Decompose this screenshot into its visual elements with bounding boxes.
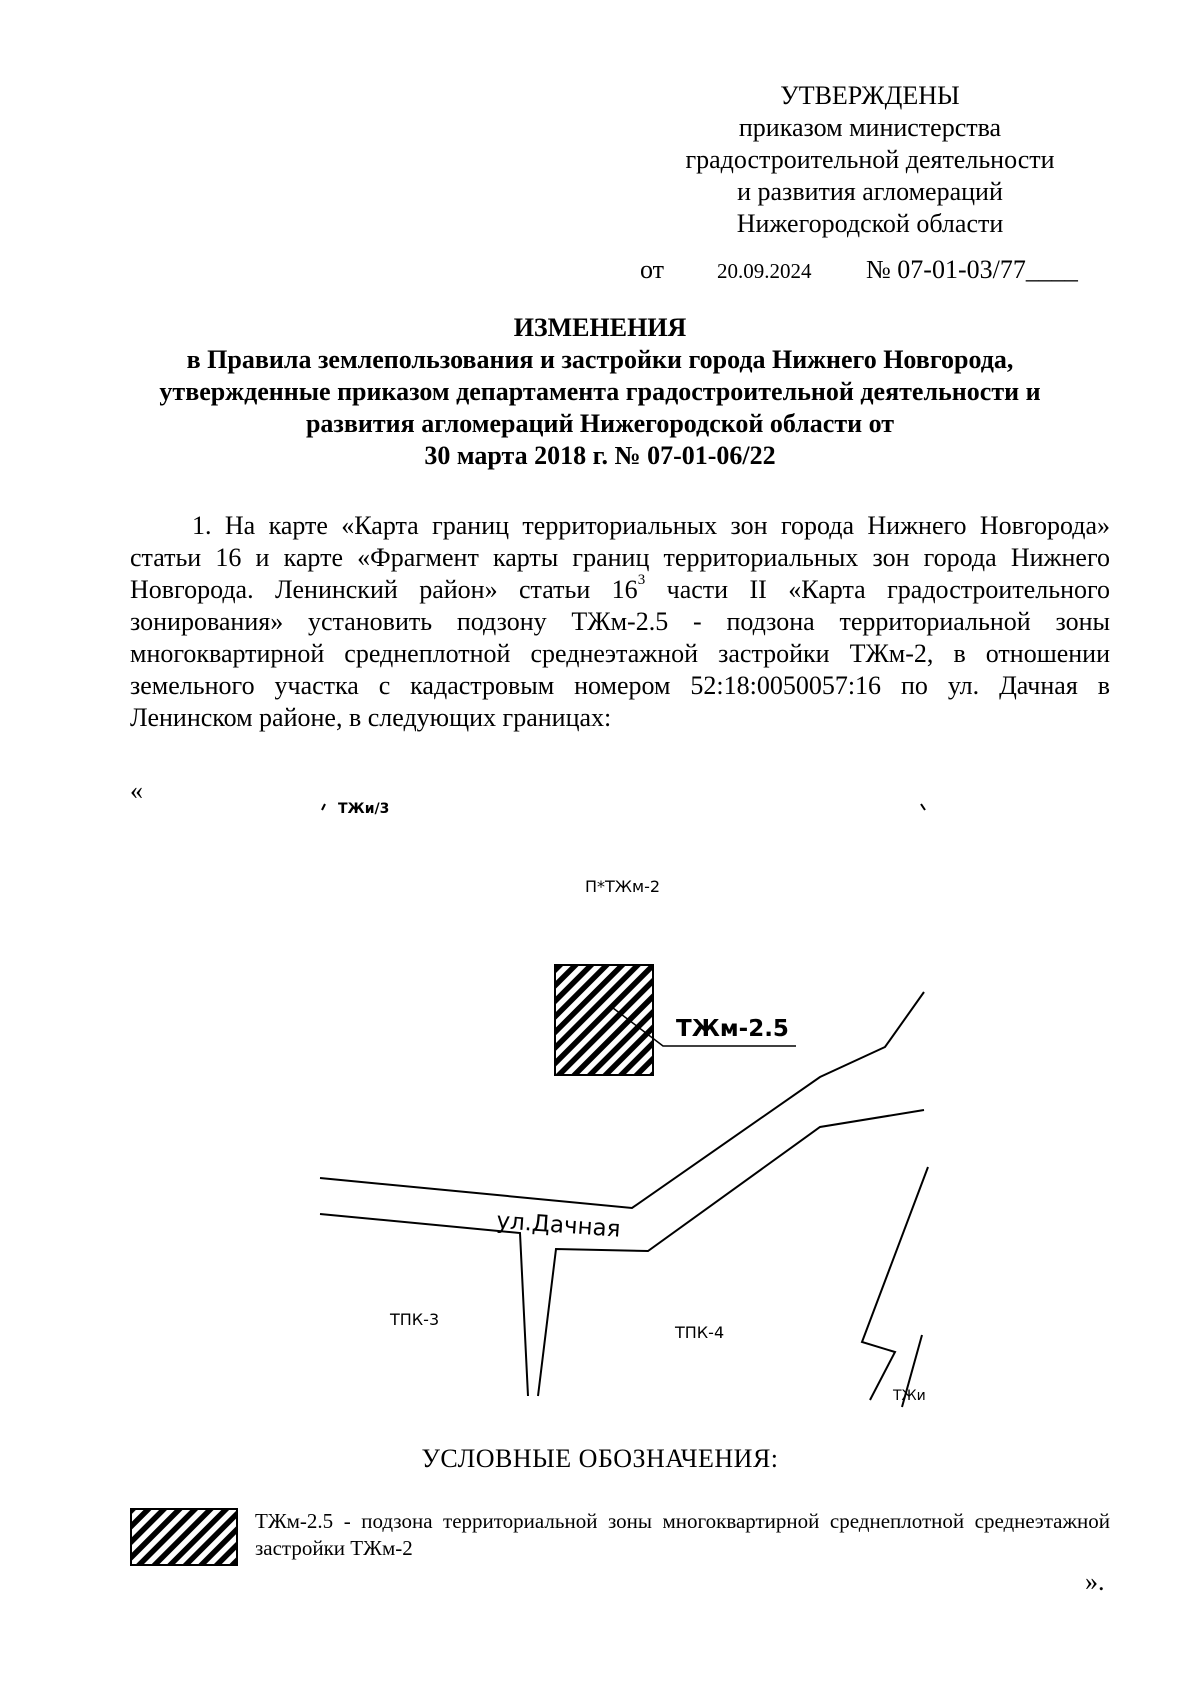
legend-title: УСЛОВНЫЕ ОБОЗНАЧЕНИЯ: [421,1444,779,1473]
body-paragraph [130,510,1110,734]
order-date: 20.09.2024 [717,259,812,283]
approval-heading: УТВЕРЖДЕНЫ [780,81,960,110]
opening-quote: « [130,776,143,805]
closing-quote: ». [1085,1567,1105,1596]
map-label-street: ул.Дачная [495,1208,622,1243]
paragraph-text-1: 1. На карте «Карта границ территориальных зон города Нижнего Новгорода» статьи 16 и карте «Фрагмент карты границ территориальных зон города Нижнего Новгорода. Ленинский район» статьи 16 [130,511,1110,604]
title-line: в Правила землепользования и застройки города Нижнего Новгорода, [186,345,1014,374]
zoning-map [0,790,1200,1420]
map-label-zone-left: ТПК-3 [390,1310,440,1329]
approval-line: градостроительной деятельности [685,145,1055,174]
map-label-zone-corner: ТЖи [893,1388,926,1404]
title-heading: ИЗМЕНЕНИЯ [513,313,687,342]
street-edge-south-left [320,1214,528,1396]
paragraph-superscript: 3 [637,572,646,589]
street-edge-south-right [538,1110,924,1396]
map-tick-mark [921,804,925,810]
map-label-top-left: ТЖи/3 [338,801,390,817]
legend-item-text: ТЖм-2.5 - подзона территориальной зоны многоквартирной среднеплотной среднеэтажной застройки ТЖм-2 [255,1509,1110,1560]
paragraph-text-2: части II «Карта градостроительного зонирования» установить подзону ТЖм-2.5 - подзона территориальной зоны многоквартирной среднеплотной среднеэтажной застройки ТЖм-2, в отношении земельного участка с кадастровым номером 52:18:0050057:16 по ул. Дачная в Ленинском районе, в следующих границах: [130,575,1110,732]
document-title [120,312,1080,472]
order-number-row [0,255,1200,289]
order-number: № 07-01-03/77____ [866,255,1078,284]
subzone-parcel [555,965,653,1075]
map-label-zone-right: ТПК-4 [675,1323,725,1342]
approval-line: приказом министерства [738,113,1002,142]
map-label-subzone: ТЖм-2.5 [676,1016,789,1042]
map-label-zone-top: П*ТЖм-2 [585,877,661,896]
zone-boundary [862,1167,928,1400]
map-tick-mark [322,804,325,810]
approval-line: и развития агломераций [737,177,1003,206]
title-line: 30 марта 2018 г. № 07-01-06/22 [424,441,776,470]
approval-block [600,80,1140,240]
approval-line: Нижегородской области [736,209,1004,238]
from-label: от [640,255,665,284]
title-line: утвержденные приказом департамента градостроительной деятельности и [159,377,1041,406]
title-line: развития агломераций Нижегородской области от [305,409,895,438]
legend-swatch [130,1508,238,1566]
